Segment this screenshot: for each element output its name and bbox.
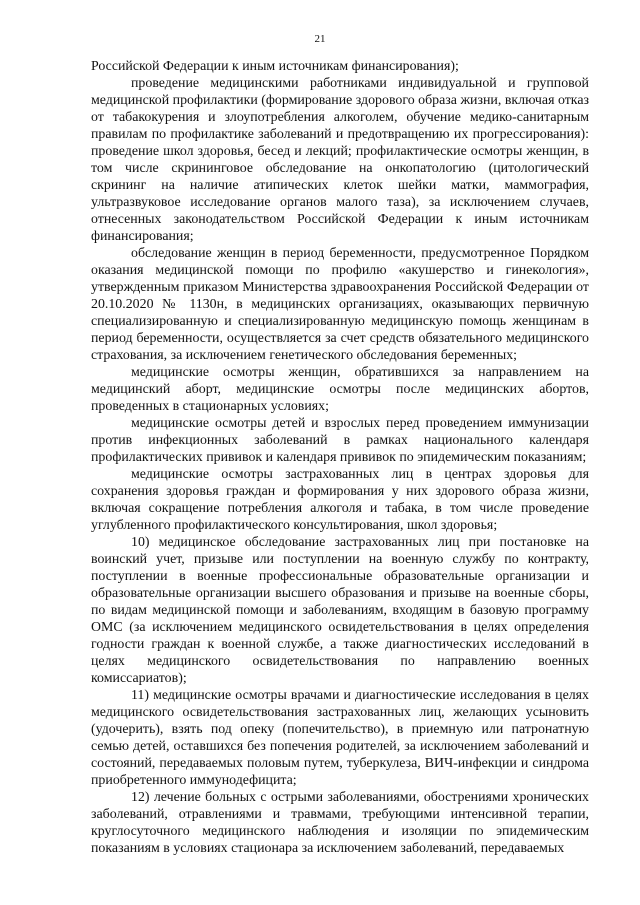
paragraph-medical-prophylaxis: проведение медицинскими работниками индивидуальной и групповой медицинской профилактики (формирование здорового образа жизни, включая отказ от табакокурения и злоупотребления алкоголем, обучение медико-санитарным правилам по профилактике заболеваний и предотвращению их прогрессирования): проведение школ здоровья, бесед и лекций; профилактические осмотры женщин, в том числе скрининговое обследование на онкопатологию (цитологический скрининг на наличие атипических клеток шейки матки, маммография, ультразвуковое исследование органов малого таза), за исключением случаев, отнесенных законодательством Российской Федерации к иным источникам финансирования; xyxy=(91,76,589,244)
paragraph-health-centers: медицинские осмотры застрахованных лиц в центрах здоровья для сохранения здоровья граждан и формирования у них здорового образа жизни, включая сокращение потребления алкоголя и табака, в том числе проведение углубленного профилактического консультирования, школ здоровья; xyxy=(91,467,589,533)
paragraph-immunization-examinations: медицинские осмотры детей и взрослых перед проведением иммунизации против инфекционных заболеваний в рамках национального календаря профилактических прививок и календаря прививок по эпидемическим показаниям; xyxy=(91,416,589,465)
paragraph-item-12-acute-treatment: 12) лечение больных с острыми заболеваниями, обострениями хронических заболеваний, отравлениями и травмами, требующими интенсивной терапии, круглосуточного медицинского наблюдения и изоляции по эпидемическим показаниям в условиях стационара за исключением заболеваний, передаваемых xyxy=(91,790,589,856)
paragraph-item-11-adoption: 11) медицинские осмотры врачами и диагностические исследования в целях медицинского освидетельствования застрахованных лиц, желающих усыновить (удочерить), взять под опеку (попечительство), в приемную или патронатную семью детей, оставшихся без попечения родителей, за исключением заболеваний и состояний, передаваемых половым путем, туберкулеза, ВИЧ-инфекции и синдрома приобретенного иммунодефицита; xyxy=(91,688,589,788)
page-number: 21 xyxy=(314,33,326,45)
paragraph-pregnancy-examination: обследование женщин в период беременности, предусмотренное Порядком оказания медицинской помощи по профилю «акушерство и гинекология», утвержденным приказом Министерства здравоохранения Российской Федерации от 20.10.2020 № 1130н, в медицинских организациях, оказывающих первичную специализированную и специализированную медицинскую помощь женщинам в период беременности, осуществляется за счет средств обязательного медицинского страхования, за исключением генетического обследования беременных; xyxy=(91,246,589,363)
document-body xyxy=(91,58,589,857)
paragraph-financing-end: Российской Федерации к иным источникам финансирования); xyxy=(91,59,459,74)
paragraph-abortion-examinations: медицинские осмотры женщин, обратившихся за направлением на медицинский аборт, медицинские осмотры после медицинских абортов, проведенных в стационарных условиях; xyxy=(91,365,589,414)
paragraph-item-10-military: 10) медицинское обследование застрахованных лиц при постановке на воинский учет, призыве или поступлении на военную службу по контракту, поступлении в военные профессиональные образовательные организации и образовательные организации высшего образования и призыве на военные сборы, по видам медицинской помощи и заболеваниям, входящим в базовую программу ОМС (за исключением медицинского освидетельствования в целях определения годности граждан к военной службе, а также диагностических исследований в целях медицинского освидетельствования по направлению военных комиссариатов); xyxy=(91,535,589,686)
